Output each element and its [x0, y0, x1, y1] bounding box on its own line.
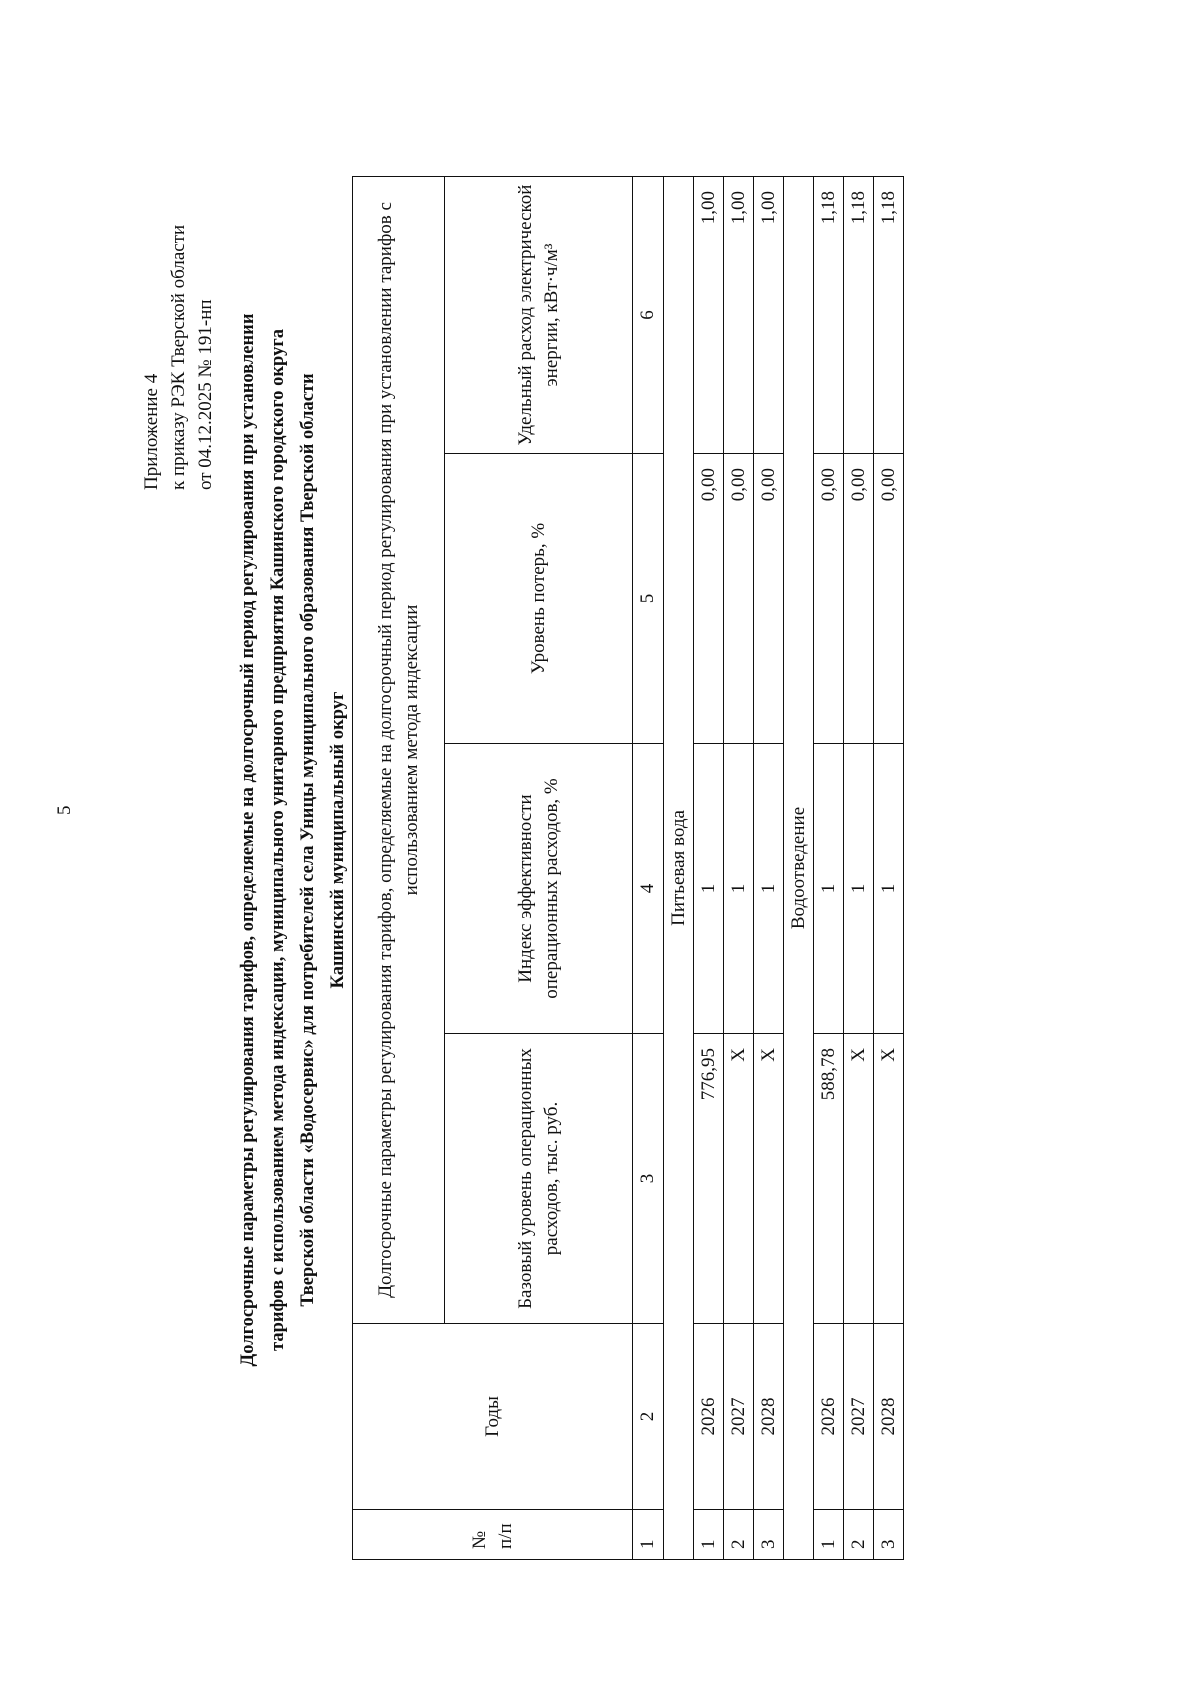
- index-cell: 6: [633, 176, 664, 453]
- row-base-cost: Х: [724, 1034, 754, 1324]
- table-row: [754, 176, 784, 1559]
- index-cell: 5: [633, 454, 664, 744]
- row-number: 2: [724, 1510, 754, 1560]
- appendix-line-3: от 04.12.2025 № 191-нп: [195, 299, 216, 490]
- row-year: 2027: [844, 1324, 874, 1510]
- row-efficiency: 1: [844, 744, 874, 1034]
- row-efficiency: 1: [814, 744, 844, 1034]
- row-efficiency: 1: [724, 744, 754, 1034]
- section-drinking-water: Питьевая вода: [664, 176, 694, 1559]
- parameters-table: [352, 176, 904, 1560]
- row-base-cost: 588,78: [814, 1034, 844, 1324]
- index-cell: 4: [633, 744, 664, 1034]
- row-loss: 0,00: [874, 454, 904, 744]
- row-number: 1: [814, 1510, 844, 1560]
- index-cell: 1: [633, 1510, 664, 1560]
- appendix-line-1: Приложение 4: [141, 373, 162, 490]
- row-base-cost: Х: [754, 1034, 784, 1324]
- row-loss: 0,00: [844, 454, 874, 744]
- header-loss-level: Уровень потерь, %: [445, 454, 633, 744]
- document-title: [233, 100, 353, 1580]
- header-num: № п/п: [353, 1510, 633, 1560]
- row-energy: 1,18: [874, 176, 904, 453]
- row-efficiency: 1: [694, 744, 724, 1034]
- row-energy: 1,00: [694, 176, 724, 453]
- row-number: 3: [874, 1510, 904, 1560]
- row-energy: 1,18: [844, 176, 874, 453]
- row-loss: 0,00: [724, 454, 754, 744]
- row-loss: 0,00: [814, 454, 844, 744]
- row-number: 3: [754, 1510, 784, 1560]
- table-row: [694, 176, 724, 1559]
- row-number: 2: [844, 1510, 874, 1560]
- row-loss: 0,00: [754, 454, 784, 744]
- appendix-line-2: к приказу РЭК Тверской области: [168, 224, 189, 490]
- row-year: 2028: [874, 1324, 904, 1510]
- index-cell: 3: [633, 1034, 664, 1324]
- index-cell: 2: [633, 1324, 664, 1510]
- header-years: Годы: [353, 1324, 633, 1510]
- appendix-block: [138, 100, 219, 490]
- table-row: [844, 176, 874, 1559]
- title-line-3: Тверской области «Водосервис» для потребителей села Уницы муниципального образования Тверской области: [298, 373, 318, 1307]
- title-line-4: Кашинский муниципальный округ: [328, 691, 348, 989]
- row-year: 2028: [754, 1324, 784, 1510]
- row-base-cost: Х: [874, 1034, 904, 1324]
- rotated-sheet: [130, 100, 899, 1580]
- row-year: 2027: [724, 1324, 754, 1510]
- row-number: 1: [694, 1510, 724, 1560]
- row-energy: 1,18: [814, 176, 844, 453]
- row-energy: 1,00: [724, 176, 754, 453]
- table-row: [814, 176, 844, 1559]
- row-base-cost: 776,95: [694, 1034, 724, 1324]
- row-loss: 0,00: [694, 454, 724, 744]
- section-wastewater: Водоотведение: [784, 176, 814, 1559]
- title-line-2: тарифов с использованием метода индексации, муниципального унитарного предприятия Кашинского городского округа: [268, 329, 288, 1351]
- header-efficiency-index: Индекс эффективности операционных расходов, %: [445, 744, 633, 1034]
- row-efficiency: 1: [754, 744, 784, 1034]
- title-line-1: Долгосрочные параметры регулирования тарифов, определяемые на долгосрочный период регулирования при установлении: [238, 313, 258, 1367]
- row-base-cost: Х: [844, 1034, 874, 1324]
- page-number: 5: [54, 805, 75, 815]
- row-efficiency: 1: [874, 744, 904, 1034]
- row-year: 2026: [694, 1324, 724, 1510]
- header-group: Долгосрочные параметры регулирования тарифов, определяемые на долгосрочный период регулирования при установлении тарифов с использованием метода индексации: [353, 176, 445, 1323]
- header-base-cost: Базовый уровень операционных расходов, тыс. руб.: [445, 1034, 633, 1324]
- row-energy: 1,00: [754, 176, 784, 453]
- table-row: [874, 176, 904, 1559]
- header-energy-consumption: Удельный расход электрической энергии, кВт·ч/м³: [445, 176, 633, 453]
- table-row: [724, 176, 754, 1559]
- row-year: 2026: [814, 1324, 844, 1510]
